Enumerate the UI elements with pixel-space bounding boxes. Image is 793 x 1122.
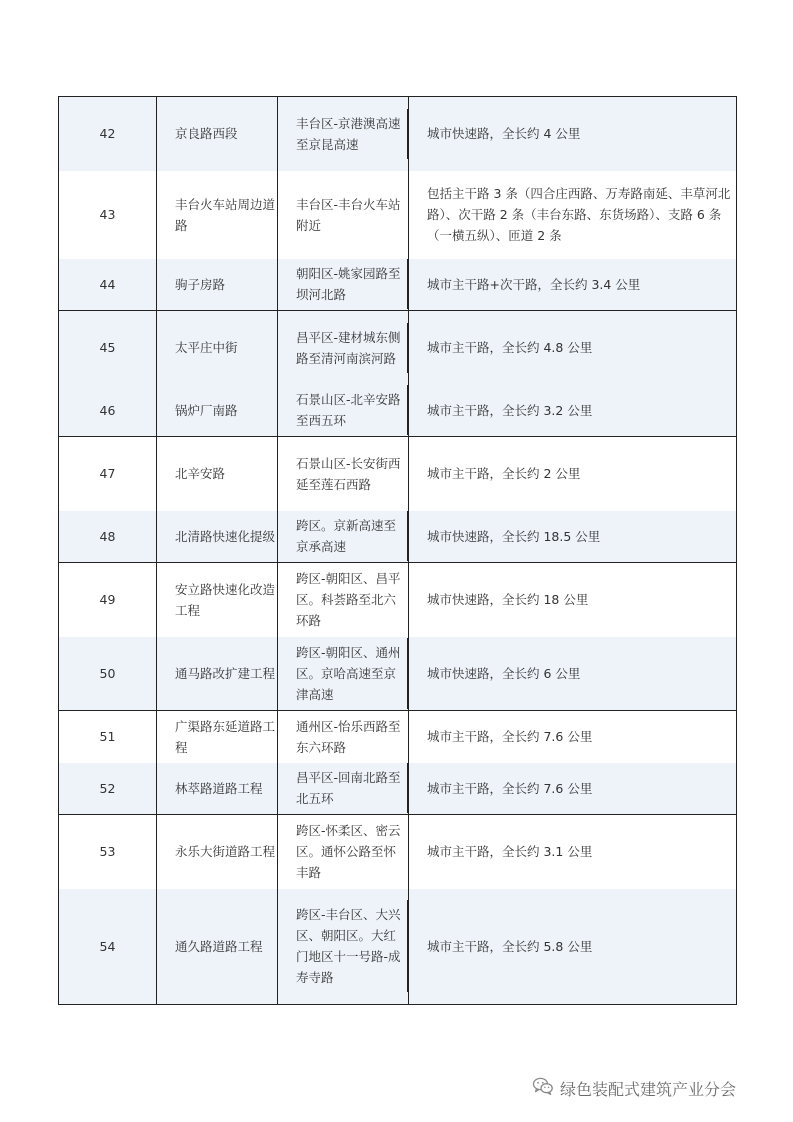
road-location-text: 跨区-朝阳区、通州区。京哈高速至京津高速: [296, 638, 408, 709]
road-location: [278, 763, 409, 815]
watermark: [532, 1076, 736, 1100]
table-row: [59, 763, 737, 815]
table-row: [59, 889, 737, 1005]
row-number: 42: [59, 97, 157, 171]
row-number: 48: [59, 511, 157, 563]
road-name: 京良路西段: [157, 97, 278, 171]
row-number: 46: [59, 385, 157, 437]
road-description: 城市主干路+次干路，全长约 3.4 公里: [409, 259, 737, 311]
table-row: [59, 711, 737, 763]
road-location-text: 跨区-丰台区、大兴区、朝阳区。大红门地区十一号路-成寿寺路: [296, 900, 408, 992]
road-location: [278, 97, 409, 171]
road-name: 通久路道路工程: [157, 889, 278, 1005]
road-name: 广渠路东延道路工程: [157, 711, 278, 763]
table-row: [59, 97, 737, 171]
road-location: [278, 259, 409, 311]
road-description: 城市主干路，全长约 5.8 公里: [409, 889, 737, 1005]
road-location: 丰台区-丰台火车站附近: [278, 171, 409, 259]
road-location: 跨区-朝阳区、昌平区。科荟路至北六环路: [278, 563, 409, 637]
road-description: 城市快速路，全长约 6 公里: [409, 637, 737, 711]
road-name: 通马路改扩建工程: [157, 637, 278, 711]
road-location: [278, 637, 409, 711]
road-description: 城市主干路，全长约 4.8 公里: [409, 311, 737, 385]
row-number: 47: [59, 437, 157, 511]
road-name: 永乐大街道路工程: [157, 815, 278, 889]
road-name: 北辛安路: [157, 437, 278, 511]
road-description: 城市快速路，全长约 18 公里: [409, 563, 737, 637]
road-location: [278, 889, 409, 1005]
watermark-text: 绿色装配式建筑产业分会: [560, 1079, 737, 1099]
table-row: [59, 637, 737, 711]
road-location-text: 朝阳区-姚家园路至坝河北路: [296, 259, 408, 309]
row-number: 43: [59, 171, 157, 259]
road-location: [278, 385, 409, 437]
road-description: 城市主干路，全长约 7.6 公里: [409, 711, 737, 763]
table-row: [59, 385, 737, 437]
road-name: 北清路快速化提级: [157, 511, 278, 563]
road-description: 城市主干路，全长约 3.1 公里: [409, 815, 737, 889]
road-name: 驹子房路: [157, 259, 278, 311]
table-row: [59, 815, 737, 889]
road-location-text: 丰台区-京港澳高速至京昆高速: [296, 109, 408, 159]
table-row: [59, 259, 737, 311]
wechat-icon: [532, 1076, 554, 1100]
road-name: 锅炉厂南路: [157, 385, 278, 437]
table-row: [59, 171, 737, 259]
road-location: 跨区-怀柔区、密云区。通怀公路至怀丰路: [278, 815, 409, 889]
road-location: 石景山区-长安街西延至莲石西路: [278, 437, 409, 511]
table-row: [59, 311, 737, 385]
road-project-table: [58, 96, 737, 1005]
road-name: 太平庄中街: [157, 311, 278, 385]
road-description: 城市主干路，全长约 7.6 公里: [409, 763, 737, 815]
table-row: [59, 563, 737, 637]
road-location: 通州区-怡乐西路至东六环路: [278, 711, 409, 763]
road-location-text: 跨区。京新高速至京承高速: [296, 511, 408, 561]
row-number: 45: [59, 311, 157, 385]
road-name: 林萃路道路工程: [157, 763, 278, 815]
road-location: [278, 311, 409, 385]
table-row: [59, 437, 737, 511]
road-name: 丰台火车站周边道路: [157, 171, 278, 259]
road-description: 城市主干路，全长约 2 公里: [409, 437, 737, 511]
road-name: 安立路快速化改造工程: [157, 563, 278, 637]
row-number: 53: [59, 815, 157, 889]
road-location: [278, 511, 409, 563]
road-description: 城市主干路，全长约 3.2 公里: [409, 385, 737, 437]
row-number: 54: [59, 889, 157, 1005]
road-location-text: 昌平区-回南北路至北五环: [296, 763, 408, 813]
road-description: 包括主干路 3 条（四合庄西路、万寿路南延、丰草河北路）、次干路 2 条（丰台东路、东货场路）、支路 6 条（一横五纵）、匝道 2 条: [409, 171, 737, 259]
row-number: 49: [59, 563, 157, 637]
row-number: 44: [59, 259, 157, 311]
row-number: 51: [59, 711, 157, 763]
row-number: 50: [59, 637, 157, 711]
road-location-text: 昌平区-建材城东侧路至清河南滨河路: [296, 323, 408, 373]
table-row: [59, 511, 737, 563]
row-number: 52: [59, 763, 157, 815]
road-location-text: 石景山区-北辛安路至西五环: [296, 385, 408, 435]
road-description: 城市快速路，全长约 18.5 公里: [409, 511, 737, 563]
road-description: 城市快速路，全长约 4 公里: [409, 97, 737, 171]
